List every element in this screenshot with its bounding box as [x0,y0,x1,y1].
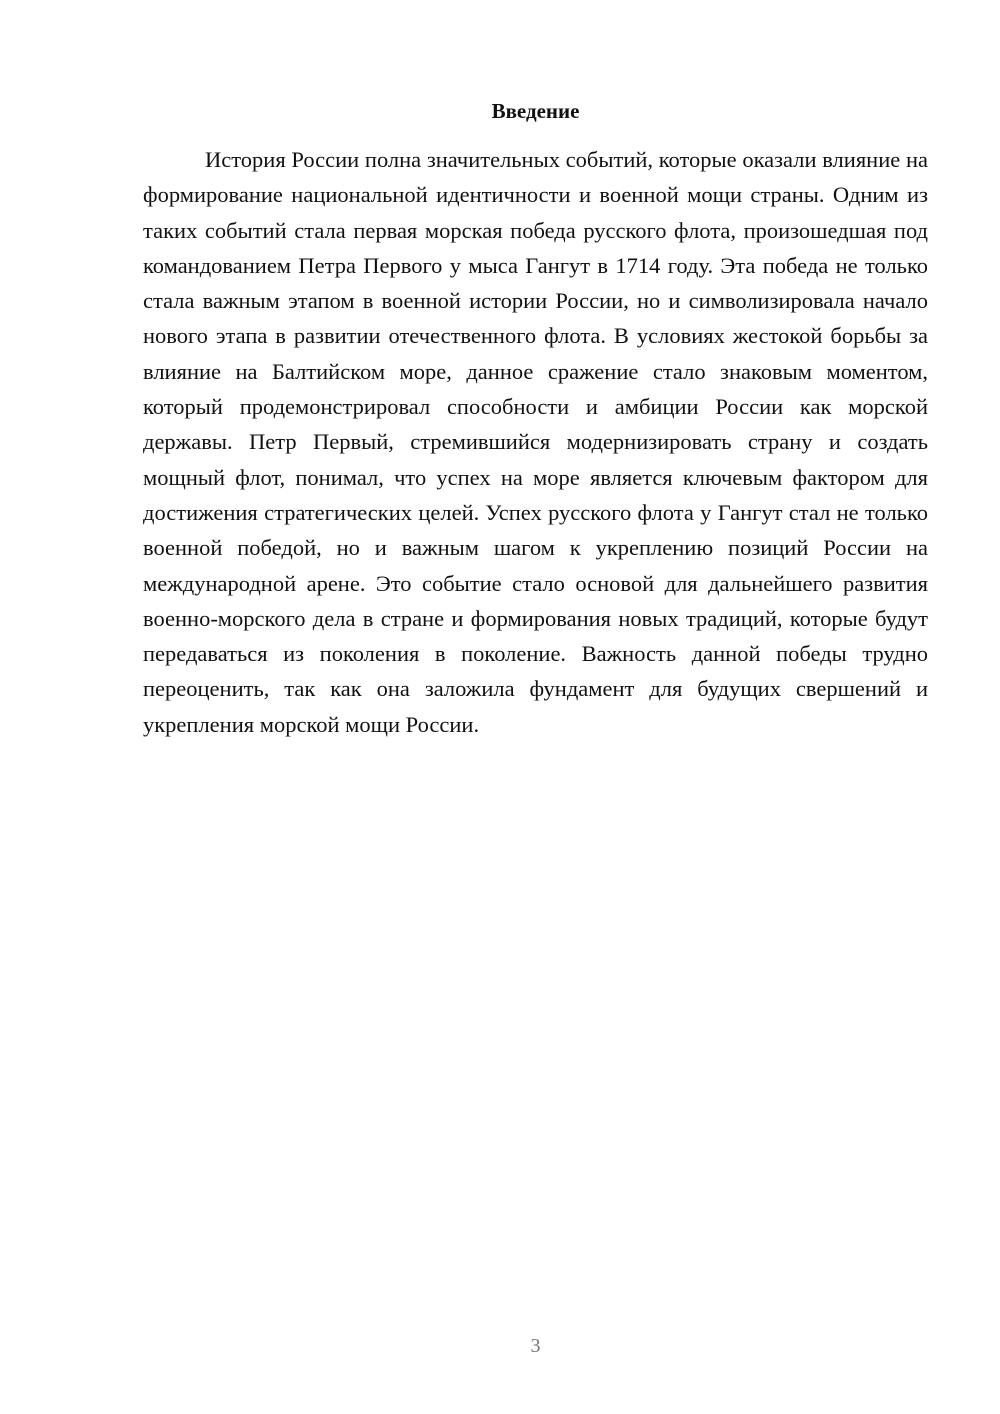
section-heading: Введение [491,99,580,123]
body-paragraph: История России полна значительных событий, которые оказали влияние на формирование национальной идентичности и военной мощи страны. Одним из таких событий стала первая морская победа русского флота, произошедшая под командованием Петра Первого у мыса Гангут в 1714 году. Эта победа не только стала важным этапом в военной истории России, но и символизировала начало нового этапа в развитии отечественного флота. В условиях жестокой борьбы за влияние на Балтийском море, данное сражение стало знаковым моментом, который продемонстрировал способности и амбиции России как морской державы. Петр Первый, стремившийся модернизировать страну и создать мощный флот, понимал, что успех на море является ключевым фактором для достижения стратегических целей. Успех русского флота у Гангут стал не только военной победой, но и важным шагом к укреплению позиций России на международной арене. Это событие стало основой для дальнейшего развития военно-морского дела в стране и формирования новых традиций, которые будут передаваться из поколения в поколение. Важность данной победы трудно переоценить, так как она заложила фундамент для будущих свершений и укрепления морской мощи России. [143,147,928,737]
page-number: 3 [530,1335,541,1357]
